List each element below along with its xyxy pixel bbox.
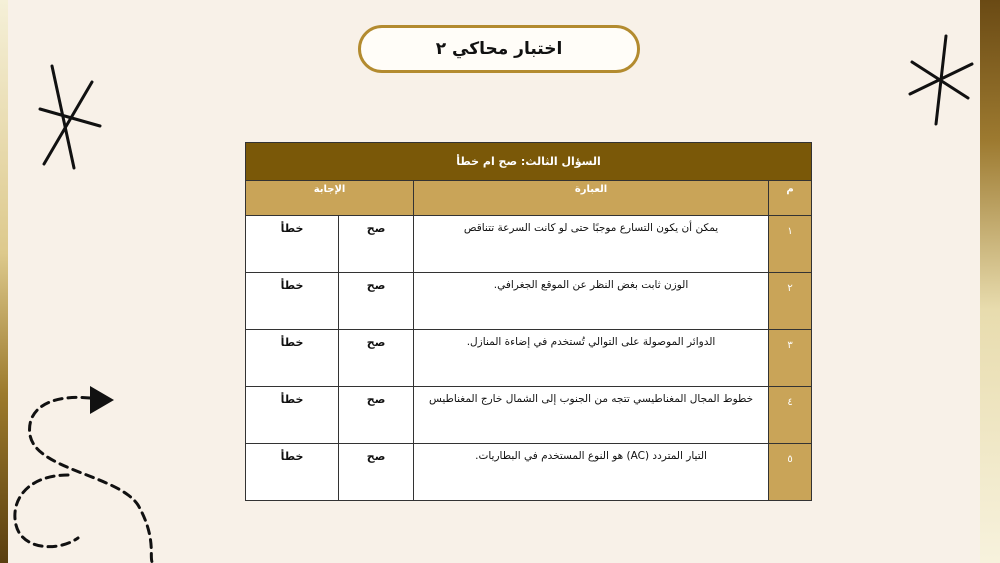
true-option[interactable]: صح	[339, 216, 414, 273]
table-row	[246, 387, 812, 444]
row-number: ١	[769, 216, 812, 273]
page-title: اختبار محاكي ٢	[358, 25, 640, 73]
right-gold-border	[980, 0, 1000, 563]
table-row	[246, 216, 812, 273]
true-option[interactable]: صح	[339, 444, 414, 501]
table-title-row	[246, 143, 812, 181]
true-option[interactable]: صح	[339, 387, 414, 444]
row-statement: خطوط المجال المغناطيسي تتجه من الجنوب إلى الشمال خارج المغناطيس	[414, 387, 769, 444]
row-statement: الوزن ثابت بغض النظر عن الموقع الجغرافي.	[414, 273, 769, 330]
row-number: ٣	[769, 330, 812, 387]
column-header-statement: العبارة	[414, 181, 769, 216]
row-number: ٥	[769, 444, 812, 501]
false-option[interactable]: خطأ	[246, 216, 339, 273]
column-header-number: م	[769, 181, 812, 216]
table-row	[246, 273, 812, 330]
quiz-table	[245, 142, 812, 501]
row-statement: الدوائر الموصولة على التوالي تُستخدم في إضاءة المنازل.	[414, 330, 769, 387]
true-option[interactable]: صح	[339, 273, 414, 330]
row-statement: يمكن أن يكون التسارع موجبًا حتى لو كانت السرعة تتناقص	[414, 216, 769, 273]
false-option[interactable]: خطأ	[246, 444, 339, 501]
asterisk-icon	[36, 64, 102, 170]
table-row	[246, 330, 812, 387]
column-header-answer: الإجابة	[246, 181, 414, 216]
false-option[interactable]: خطأ	[246, 387, 339, 444]
question-heading: السؤال الثالث: صح ام خطأ	[246, 143, 812, 181]
true-option[interactable]: صح	[339, 330, 414, 387]
table-header-row	[246, 181, 812, 216]
left-gold-border	[0, 0, 8, 563]
row-number: ٢	[769, 273, 812, 330]
row-number: ٤	[769, 387, 812, 444]
false-option[interactable]: خطأ	[246, 330, 339, 387]
table-row	[246, 444, 812, 501]
asterisk-icon	[906, 34, 974, 126]
dashed-path-arrow-icon	[8, 380, 178, 563]
row-statement: التيار المتردد (AC) هو النوع المستخدم في البطاريات.	[414, 444, 769, 501]
false-option[interactable]: خطأ	[246, 273, 339, 330]
